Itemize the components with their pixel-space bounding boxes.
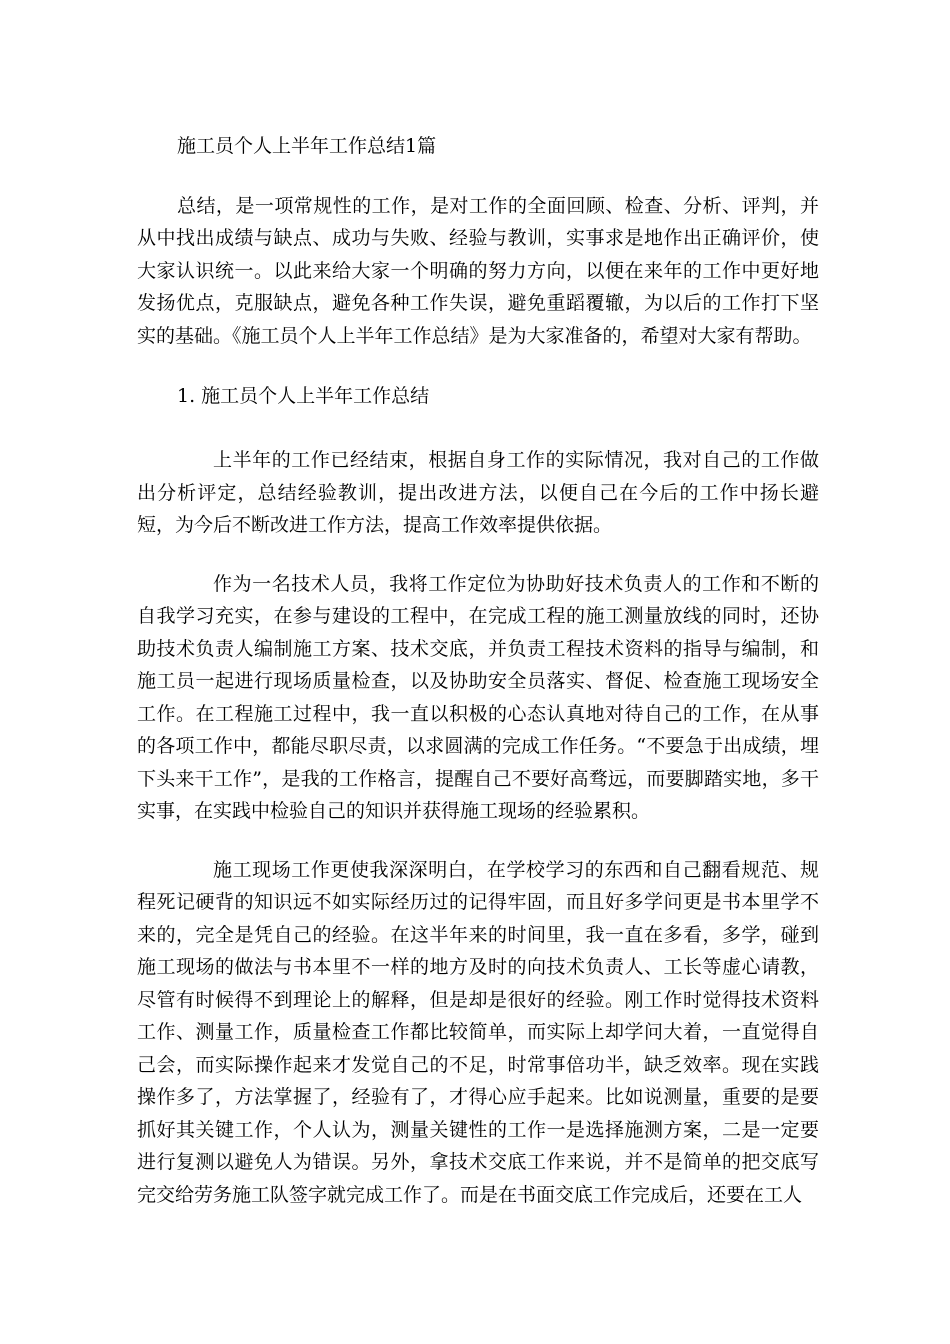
body-paragraph: 施工现场工作更使我深深明白，在学校学习的东西和自己翻看规范、规程死记硬背的知识远不如实际经历过的记得牢固，而且好多学问更是书本里学不来的，完全是凭自己的经验。在这半年来的时间里，我一直在多看，多学，碰到施工现场的做法与书本里不一样的地方及时的向技术负责人、工长等虚心请教，尽管有时候得不到理论上的解释，但是却是很好的经验。刚工作时觉得技术资料工作、测量工作，质量检查工作都比较简单，而实际上却学问大着，一直觉得自己会，而实际操作起来才发觉自己的不足，时常事倍功半，缺乏效率。现在实践操作多了，方法掌握了，经验有了，才得心应手起来。比如说测量，重要的是要抓好其关键工作，个人认为，测量关键性的工作一是选择施测方案，二是一定要进行复测以避免人为错误。另外，拿技术交底工作来说，并不是简单的把交底写完交给劳务施工队签字就完成工作了。而是在书面交底工作完成后，还要在工人 <box>137 858 819 1206</box>
document-body <box>137 128 819 1211</box>
intro-paragraph: 总结，是一项常规性的工作，是对工作的全面回顾、检查、分析、评判，并从中找出成绩与缺点、成功与失败、经验与教训，实事求是地作出正确评价，使大家认识统一。以此来给大家一个明确的努力方向，以便在来年的工作中更好地发扬优点，克服缺点，避免各种工作失误，避免重蹈覆辙，为以后的工作打下坚实的基础。《施工员个人上半年工作总结》是为大家准备的，希望对大家有帮助。 <box>137 195 819 347</box>
body-paragraph: 作为一名技术人员，我将工作定位为协助好技术负责人的工作和不断的自我学习充实，在参与建设的工程中，在完成工程的施工测量放线的同时，还协助技术负责人编制施工方案、技术交底，并负责工程技术资料的指导与编制，和施工员一起进行现场质量检查，以及协助安全员落实、督促、检查施工现场安全工作。在工程施工过程中，我一直以积极的心态认真地对待自己的工作，在从事的各项工作中，都能尽职尽责，以求圆满的完成工作任务。“不要急于出成绩，埋下头来干工作”，是我的工作格言，提醒自己不要好高骛远，而要脚踏实地，多干实事，在实践中检验自己的知识并获得施工现场的经验累积。 <box>137 572 819 823</box>
body-paragraph: 上半年的工作已经结束，根据自身工作的实际情况，我对自己的工作做出分析评定，总结经验教训，提出改进方法，以便自己在今后的工作中扬长避短，为今后不断改进工作方法，提高工作效率提供依据。 <box>137 449 819 537</box>
section-heading: 1. 施工员个人上半年工作总结 <box>177 385 430 408</box>
document-title: 施工员个人上半年工作总结1篇 <box>177 135 437 157</box>
